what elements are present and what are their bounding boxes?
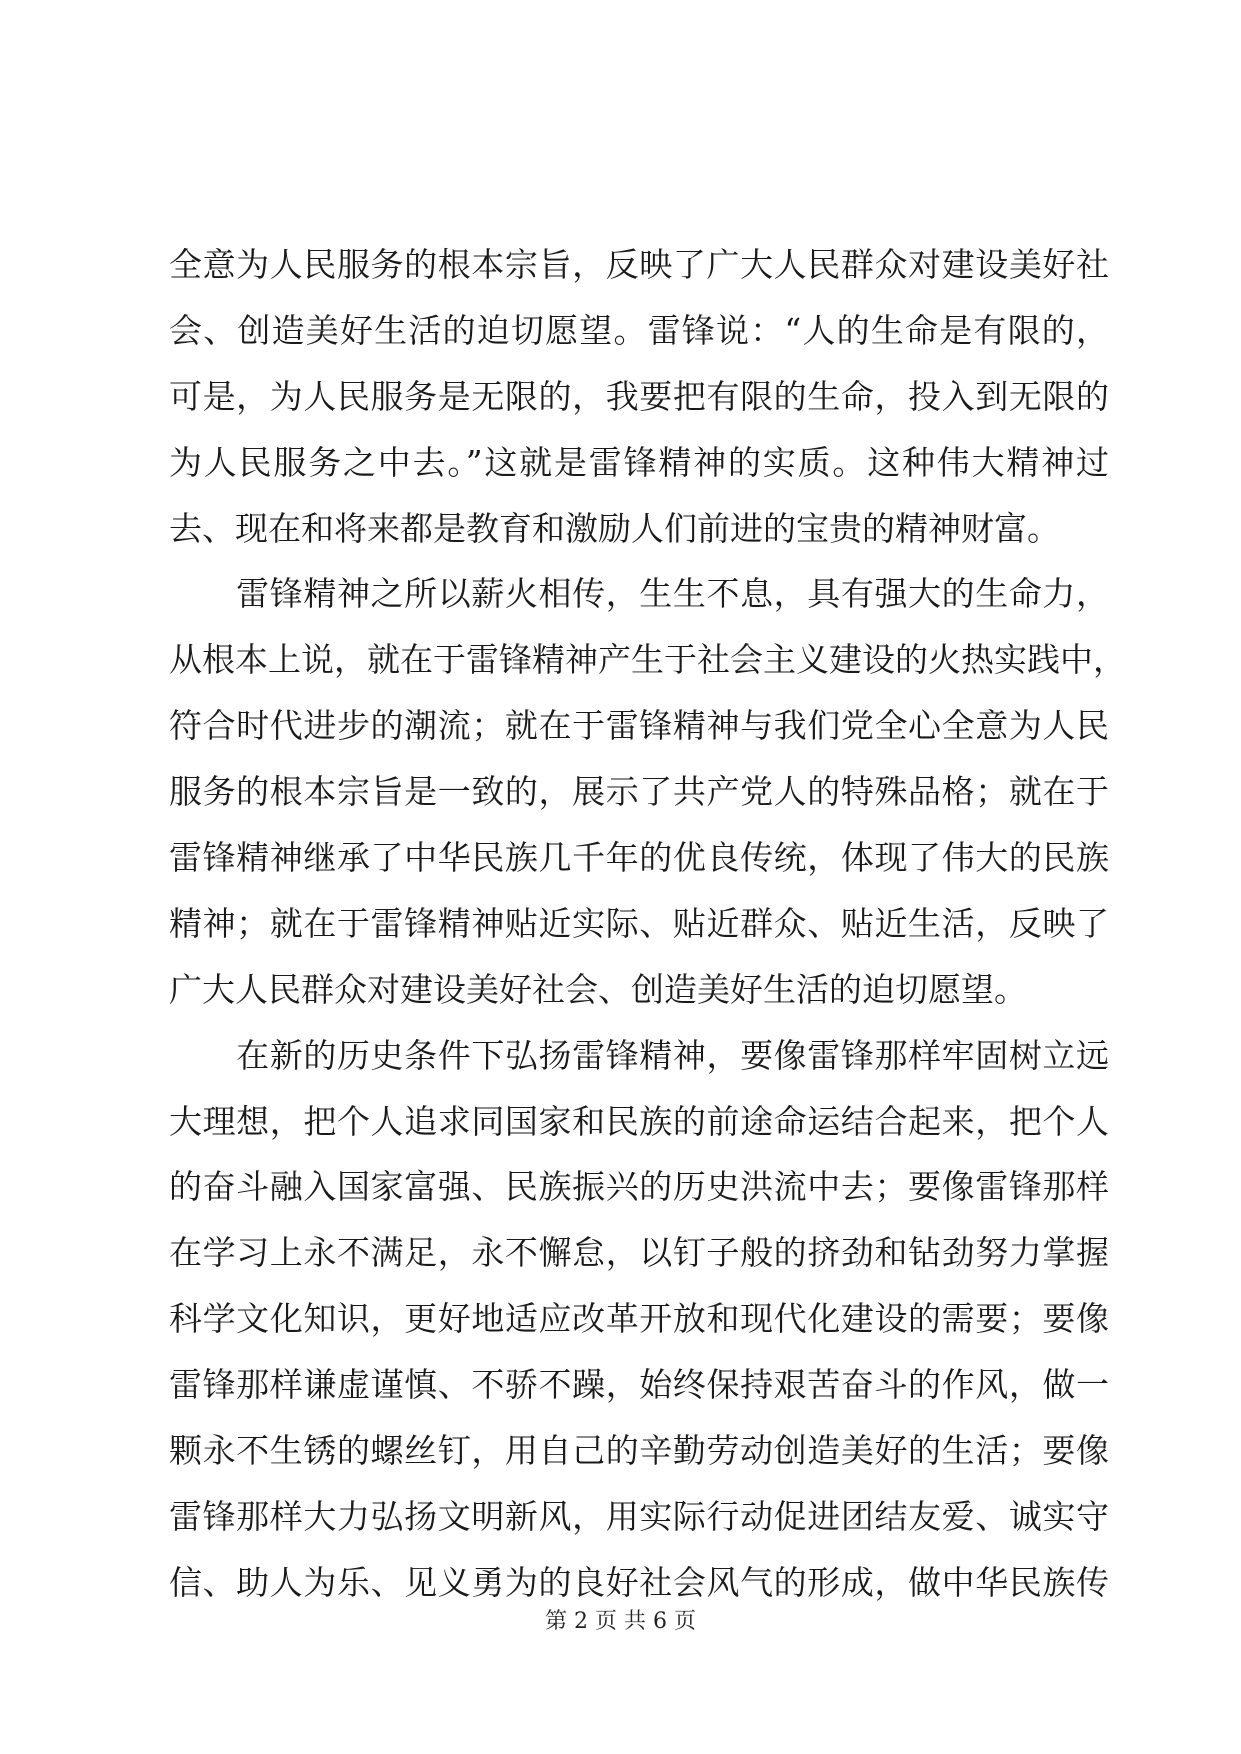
text-line: 为人民服务之中去。”这就是雷锋精神的实质。这种伟大精神过: [169, 442, 1109, 482]
text-line: 信、助人为乐、见义勇为的良好社会风气的形成，做中华民族传: [169, 1562, 1109, 1602]
text-line: 去、现在和将来都是教育和激励人们前进的宝贵的精神财富。: [169, 508, 1060, 548]
text-line: 雷锋那样大力弘扬文明新风，用实际行动促进团结友爱、诚实守: [169, 1496, 1109, 1536]
text-line: 在新的历史条件下弘扬雷锋精神，要像雷锋那样牢固树立远: [169, 1035, 1109, 1075]
text-line: 雷锋精神继承了中华民族几千年的优良传统，体现了伟大的民族: [169, 838, 1109, 878]
text-line: 科学文化知识，更好地适应改革开放和现代化建设的需要；要像: [169, 1299, 1109, 1339]
text-line: 从根本上说，就在于雷锋精神产生于社会主义建设的火热实践中，: [169, 640, 1126, 680]
text-line: 服务的根本宗旨是一致的，展示了共产党人的特殊品格；就在于: [169, 772, 1109, 812]
text-line: 可是，为人民服务是无限的，我要把有限的生命，投入到无限的: [169, 376, 1109, 416]
text-line: 符合时代进步的潮流；就在于雷锋精神与我们党全心全意为人民: [169, 706, 1109, 746]
text-line: 的奋斗融入国家富强、民族振兴的历史洪流中去；要像雷锋那样: [169, 1167, 1109, 1207]
text-line: 颗永不生锈的螺丝钉，用自己的辛勤劳动创造美好的生活；要像: [169, 1431, 1109, 1471]
text-line: 大理想，把个人追求同国家和民族的前途命运结合起来，把个人: [169, 1101, 1109, 1141]
text-line: 精神；就在于雷锋精神贴近实际、贴近群众、贴近生活，反映了: [169, 903, 1109, 943]
text-line: 广大人民群众对建设美好社会、创造美好生活的迫切愿望。: [169, 969, 1027, 1009]
text-line: 会、创造美好生活的迫切愿望。雷锋说：“人的生命是有限的，: [169, 310, 1109, 350]
document-body: [169, 232, 1126, 1616]
page-number-footer: 第 2 页 共 6 页: [545, 1609, 696, 1634]
text-line: 雷锋那样谦虚谨慎、不骄不躁，始终保持艰苦奋斗的作风，做一: [169, 1365, 1109, 1405]
text-line: 雷锋精神之所以薪火相传，生生不息，具有强大的生命力，: [169, 574, 1109, 614]
text-line: 在学习上永不满足，永不懈怠，以钉子般的挤劲和钻劲努力掌握: [169, 1233, 1109, 1273]
text-line: 全意为人民服务的根本宗旨，反映了广大人民群众对建设美好社: [169, 245, 1109, 284]
